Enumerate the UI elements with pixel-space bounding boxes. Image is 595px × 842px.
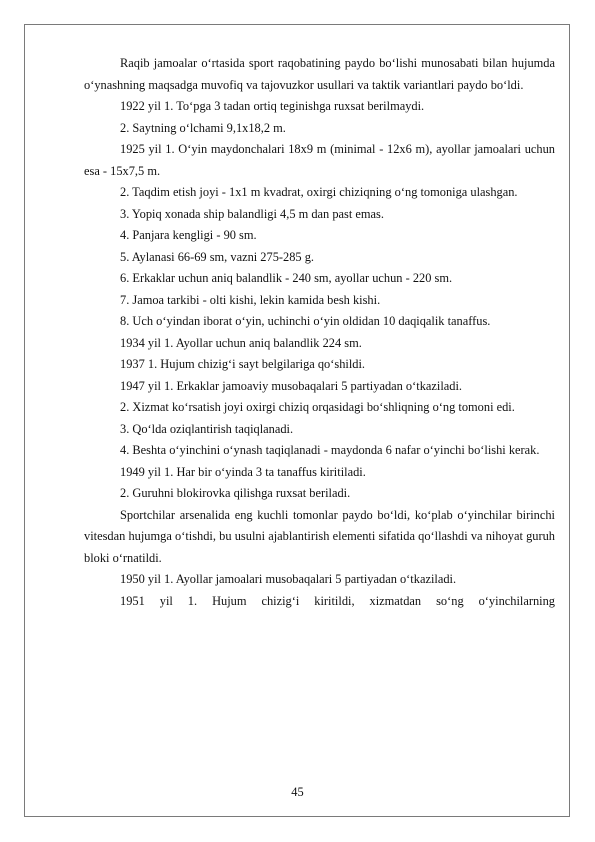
paragraph: 2. Xizmat ko‘rsatish joyi oxirgi chiziq orqasidagi bo‘shliqning o‘ng tomoni edi. <box>120 400 515 414</box>
paragraph: 2. Saytning o‘lchami 9,1x18,2 m. <box>120 120 286 135</box>
paragraph: 2. Taqdim etish joyi - 1x1 m kvadrat, oxirgi chiziqning o‘ng tomoniga ulashgan. <box>120 185 518 199</box>
paragraph: 6. Erkaklar uchun aniq balandlik - 240 sm, ayollar uchun - 220 sm. <box>120 271 453 285</box>
paragraph: 4. Panjara kengligi - 90 sm. <box>120 228 257 242</box>
paragraph: 8. Uch o‘yindan iborat o‘yin, uchinchi o‘yin oldidan 10 daqiqalik tanaffus. <box>120 314 491 328</box>
paragraph: 1922 yil 1. To‘pga 3 tadan ortiq teginishga ruxsat berilmaydi. <box>120 99 425 113</box>
paragraph: 4. Beshta o‘yinchini o‘ynash taqiqlanadi - maydonda 6 nafar o‘yinchi bo‘lishi kerak. <box>120 443 540 457</box>
document-body <box>84 53 555 612</box>
page-number: 45 <box>291 785 304 799</box>
paragraph: Sportchilar arsenalida eng kuchli tomonlar paydo bo‘ldi, ko‘plab o‘yinchilar birinchi vitesdan hujumga o‘tishdi, bu usulni ajablantirish elementi sifatida qo‘llashdi va nihoyat guruh bloki o‘rnatildi. <box>84 507 555 565</box>
paragraph: 5. Aylanasi 66-69 sm, vazni 275-285 g. <box>120 249 314 264</box>
paragraph: 1925 yil 1. O‘yin maydonchalari 18x9 m (minimal - 12x6 m), ayollar jamoalari uchun esa - 15x7,5 m. <box>84 142 555 178</box>
paragraph: 1937 1. Hujum chizig‘i sayt belgilariga qo‘shildi. <box>120 357 366 371</box>
paragraph: 2. Guruhni blokirovka qilishga ruxsat beriladi. <box>120 486 351 500</box>
paragraph: 7. Jamoa tarkibi - olti kishi, lekin kamida besh kishi. <box>120 292 381 307</box>
paragraph: 3. Qo‘lda oziqlantirish taqiqlanadi. <box>120 421 294 436</box>
paragraph: 3. Yopiq xonada ship balandligi 4,5 m dan past emas. <box>120 206 384 221</box>
paragraph: 1934 yil 1. Ayollar uchun aniq balandlik 224 sm. <box>120 335 362 350</box>
paragraph: 1947 yil 1. Erkaklar jamoaviy musobaqalari 5 partiyadan o‘tkaziladi. <box>120 378 463 393</box>
paragraph: 1951 yil 1. Hujum chizig‘i kiritildi, xizmatdan so‘ng o‘yinchilarning <box>120 593 555 608</box>
paragraph: Raqib jamoalar o‘rtasida sport raqobatining paydo bo‘lishi munosabati bilan hujumda o‘ynashning maqsadga muvofiq va tajovuzkor usullari va taktik variantlari paydo bo‘ldi. <box>84 56 555 92</box>
paragraph: 1950 yil 1. Ayollar jamoalari musobaqalari 5 partiyadan o‘tkaziladi. <box>120 572 457 586</box>
paragraph: 1949 yil 1. Har bir o‘yinda 3 ta tanaffus kiritiladi. <box>120 464 366 479</box>
